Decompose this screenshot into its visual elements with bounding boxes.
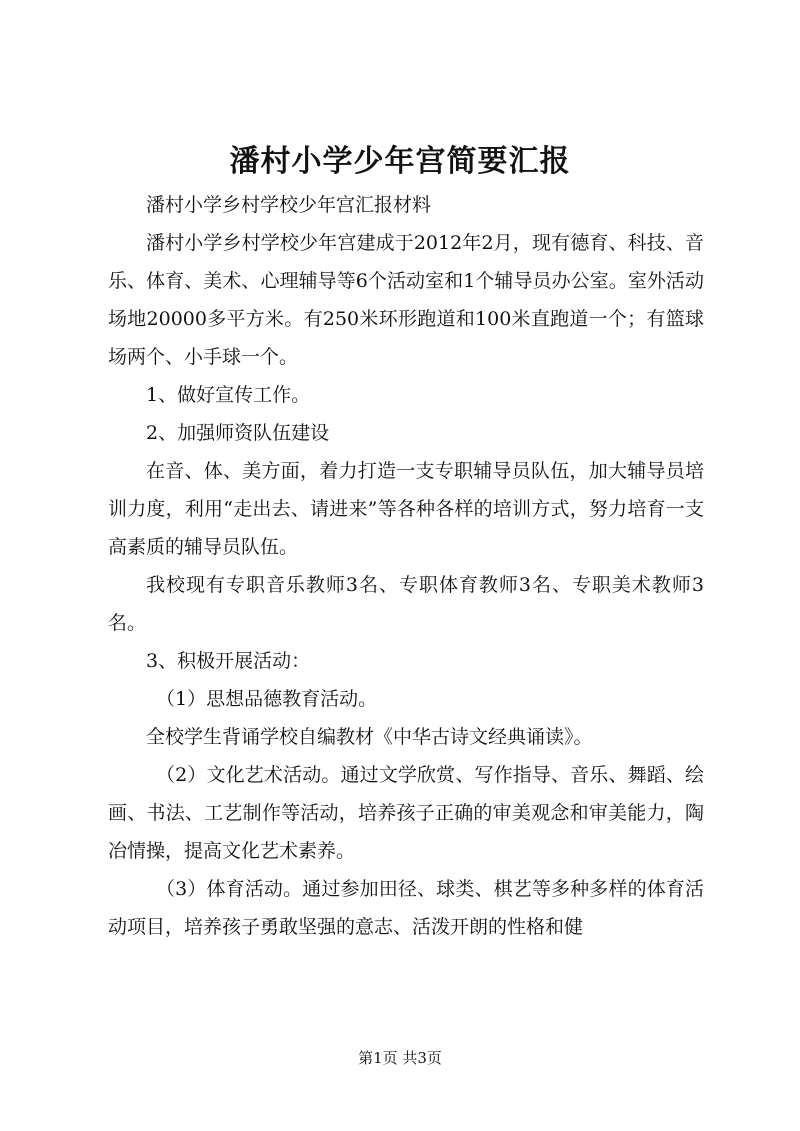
paragraph-activity-2: （2）文化艺术活动。通过文学欣赏、写作指导、音乐、舞蹈、绘画、书法、工艺制作等活动，培养孩子正确的审美观念和审美能力，陶冶情操，提高文化艺术素养。 <box>108 764 704 862</box>
paragraph-activity-3: （3）体育活动。通过参加田径、球类、棋艺等多种多样的体育活动项目，培养孩子勇敢坚强的意志、活泼开朗的性格和健 <box>108 878 704 938</box>
paragraph-subtitle: 潘村小学乡村学校少年宫汇报材料 <box>146 194 432 216</box>
paragraph-section-3: 3、积极开展活动： <box>146 650 311 672</box>
paragraph-activity-1: （1）思想品德教育活动。 <box>156 688 378 710</box>
paragraph-staff-training: 在音、体、美方面，着力打造一支专职辅导员队伍，加大辅导员培训力度，利用“走出去、请进来”等各种各样的培训方式，努力培育一支高素质的辅导员队伍。 <box>108 460 704 558</box>
paragraph-recitation: 全校学生背诵学校自编教材《中华古诗文经典诵读》。 <box>146 726 593 748</box>
paragraph-teachers: 我校现有专职音乐教师3名、专职体育教师3名、专职美术教师3名。 <box>108 574 704 634</box>
paragraph-section-1: 1、做好宣传工作。 <box>146 384 311 406</box>
page-title: 潘村小学少年宫简要汇报 <box>229 144 571 179</box>
page-number: 第1页 共3页 <box>358 1049 442 1067</box>
paragraph-section-2: 2、加强师资队伍建设 <box>146 422 330 444</box>
document-body <box>108 186 704 946</box>
paragraph-overview: 潘村小学乡村学校少年宫建成于2012年2月，现有德育、科技、音乐、体育、美术、心理辅导等6个活动室和1个辅导员办公室。室外活动场地20000多平方米。有250米环形跑道和100米直跑道一个；有篮球场两个、小手球一个。 <box>108 232 704 368</box>
page-footer <box>0 1048 800 1068</box>
